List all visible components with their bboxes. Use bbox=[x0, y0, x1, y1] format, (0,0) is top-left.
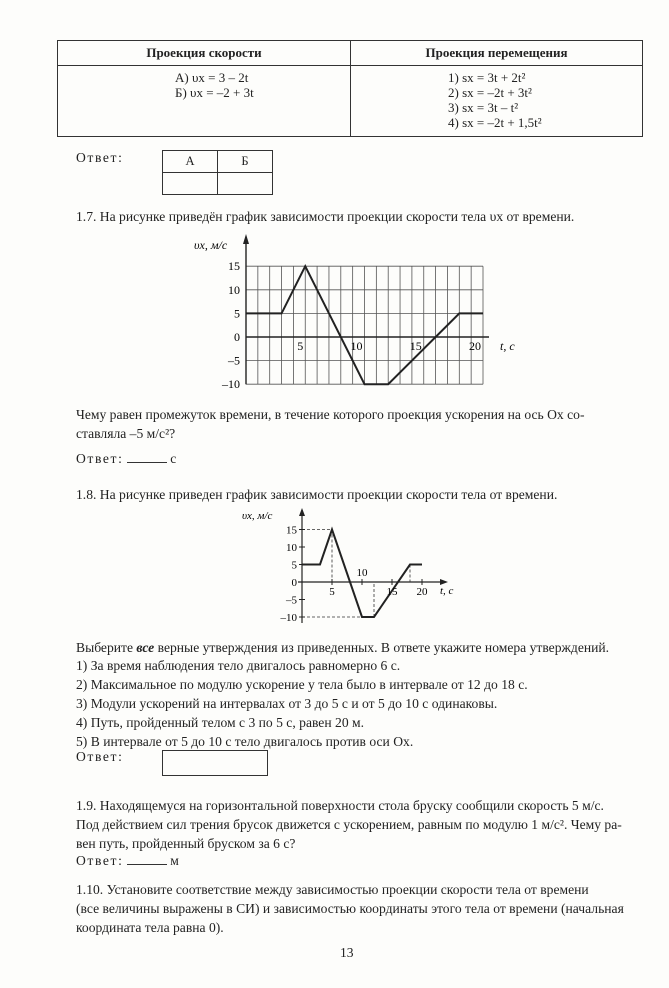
chart17 bbox=[190, 226, 550, 401]
correspondence-table bbox=[57, 40, 643, 137]
displacement-option-1: 1) sx = 3t + 2t² bbox=[448, 70, 526, 85]
header-velocity: Проекция скорости bbox=[58, 41, 351, 66]
task110-line1: 1.10. Установите соответствие между зависимостью проекции скорости тела от времени bbox=[76, 882, 589, 897]
velocity-option-b: Б) υx = –2 + 3t bbox=[175, 85, 254, 100]
task17-question-line1: Чему равен промежуток времени, в течение которого проекция ускорения на ось Ox со- bbox=[76, 407, 585, 422]
chart17-xtick-label: 20 bbox=[469, 339, 481, 353]
chart17-xtick-label: 5 bbox=[297, 339, 304, 353]
displacement-options bbox=[351, 66, 643, 137]
chart17-xtick-label: 15 bbox=[409, 339, 422, 353]
chart17-xtick-label: 10 bbox=[350, 339, 363, 353]
task18-instruction-post: верные утверждения из приведенных. В ответе укажите номера утверждений. bbox=[154, 640, 610, 655]
velocity-options bbox=[58, 66, 351, 137]
chart17-ytick-label: 0 bbox=[234, 330, 240, 344]
chart17-xlabel: t, с bbox=[500, 339, 515, 353]
task18-statement-3: 3) Модули ускорений на интервалах от 3 до 5 с и от 5 до 10 с одинаковы. bbox=[76, 696, 498, 711]
task19-line3: вен путь, пройденный бруском за 6 с? bbox=[76, 836, 296, 851]
answer-col-a: А bbox=[163, 151, 218, 173]
chart18-yticks bbox=[280, 525, 306, 625]
task19-answer-unit: м bbox=[170, 853, 179, 868]
task17-answer-blank[interactable] bbox=[127, 448, 167, 463]
task18-statement-5: 5) В интервале от 5 до 10 с тело двигалось против оси Ox. bbox=[76, 734, 414, 749]
displacement-option-3: 3) sx = 3t – t² bbox=[448, 100, 519, 115]
task18-statement-1: 1) За время наблюдения тело двигалось равномерно 6 с. bbox=[76, 658, 401, 673]
task18-instruction bbox=[76, 638, 609, 658]
task17-answer-label: Ответ: bbox=[76, 451, 124, 466]
chart17-ytick-label: –10 bbox=[222, 377, 240, 392]
chart17-axes bbox=[243, 234, 489, 384]
chart17-xticks bbox=[297, 339, 481, 353]
chart17-ytick-label: 5 bbox=[234, 306, 240, 321]
page-number: 13 bbox=[340, 945, 354, 960]
task18-title: 1.8. На рисунке приведен график зависимости проекции скорости тела от времени. bbox=[76, 487, 558, 502]
chart17-ytick-label: 10 bbox=[228, 282, 240, 297]
task110-line2: (все величины выражены в СИ) и зависимостью координаты этого тела от времени (начальная bbox=[76, 901, 624, 916]
task17-answer-row bbox=[76, 448, 176, 469]
displacement-option-4: 4) sx = –2t + 1,5t² bbox=[448, 115, 542, 130]
chart18-ytick-label: 10 bbox=[286, 542, 297, 554]
chart18 bbox=[232, 506, 472, 630]
chart18-ytick-label: 0 bbox=[291, 577, 297, 589]
task110-line3: координата тела равна 0). bbox=[76, 920, 224, 935]
chart18-xtick-label: 15 bbox=[386, 586, 398, 598]
task19-answer-blank[interactable] bbox=[127, 850, 167, 865]
chart18-xlabel: t, с bbox=[440, 585, 454, 597]
task19-answer-label: Ответ: bbox=[76, 853, 124, 868]
chart17-y-arrow bbox=[243, 234, 249, 244]
chart17-yticks bbox=[221, 259, 240, 391]
chart18-ytick-label: 5 bbox=[291, 559, 297, 572]
task18-statement-2: 2) Максимальное по модулю ускорение у тела было в интервале от 12 до 18 с. bbox=[76, 677, 528, 692]
answer-label: Ответ: bbox=[76, 150, 124, 165]
chart17-ytick-label: –5 bbox=[228, 353, 240, 368]
chart17-ytick-label: 15 bbox=[228, 259, 240, 274]
chart18-ylabel: υx, м/с bbox=[242, 510, 273, 522]
task18-statement-4: 4) Путь, пройденный телом с 3 по 5 с, равен 20 м. bbox=[76, 715, 365, 730]
chart18-xtick-label: 20 bbox=[416, 586, 428, 598]
task18-answer-label: Ответ: bbox=[76, 749, 124, 764]
task17-title: 1.7. На рисунке приведён график зависимости проекции скорости тела υx от времени. bbox=[76, 209, 575, 224]
chart18-y-arrow bbox=[299, 508, 305, 516]
task18-answer-box[interactable] bbox=[162, 750, 268, 776]
displacement-option-2: 2) sx = –2t + 3t² bbox=[448, 85, 532, 100]
velocity-option-a: А) υx = 3 – 2t bbox=[175, 70, 249, 85]
task18-instruction-bold: все bbox=[136, 640, 155, 655]
task19-line2: Под действием сил трения брусок движется с ускорением, равным по модулю 1 м/с². Чему ра- bbox=[76, 817, 622, 832]
chart18-ytick-label: –5 bbox=[286, 594, 297, 607]
answer-col-b: Б bbox=[218, 151, 273, 173]
task18-instruction-pre: Выберите bbox=[76, 640, 137, 655]
task19-line1: 1.9. Находящемуся на горизонтальной поверхности стола бруску сообщили скорость 5 м/с. bbox=[76, 798, 604, 813]
header-displacement: Проекция перемещения bbox=[351, 41, 643, 66]
answer-cell-b[interactable] bbox=[218, 173, 273, 195]
chart18-xtick-label: 10 bbox=[356, 567, 368, 579]
chart18-ytick-label: 15 bbox=[286, 524, 297, 537]
answer-grid[interactable] bbox=[162, 150, 273, 195]
task17-question-line2: ставляла –5 м/с²? bbox=[76, 426, 176, 441]
chart18-ytick-label: –10 bbox=[280, 612, 297, 624]
answer-cell-a[interactable] bbox=[163, 173, 218, 195]
task17-answer-unit: с bbox=[170, 451, 177, 466]
task19-answer-row bbox=[76, 850, 179, 871]
chart17-ylabel: υx, м/с bbox=[194, 238, 228, 252]
chart18-xtick-label: 5 bbox=[329, 586, 335, 598]
